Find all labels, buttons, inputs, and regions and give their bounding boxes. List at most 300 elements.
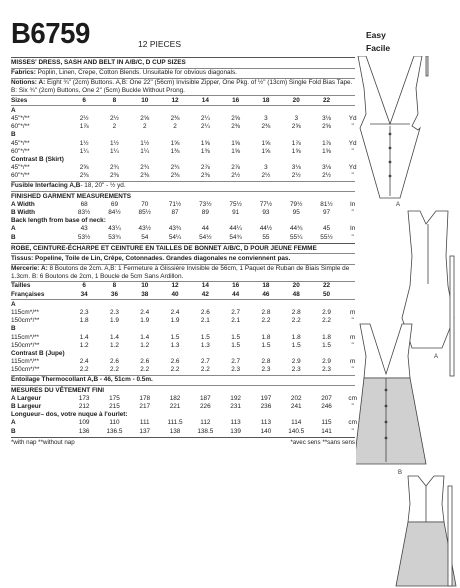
value-cell: 85½ — [138, 209, 151, 217]
value-cell: 1.2 — [110, 341, 119, 349]
english-back-length-title: Back length from base of neck: — [11, 217, 106, 225]
value-cell: 1.5 — [231, 341, 241, 349]
yardage-row — [11, 317, 355, 325]
value-cell: 2⅜ — [231, 123, 241, 131]
value-cell: 202 — [290, 394, 302, 402]
row-label: A Largeur — [11, 394, 41, 402]
value-cell: 55½ — [320, 233, 333, 241]
sketch-label-b-1: B — [398, 470, 403, 476]
value-cell: 1⅜ — [200, 147, 210, 155]
value-cell: 112 — [200, 419, 211, 427]
value-cell: 75½ — [229, 200, 242, 208]
size-cell: 50 — [322, 290, 331, 298]
value-cell: 236 — [260, 403, 272, 410]
value-cell: 212 — [78, 403, 90, 410]
value-cell: 2.6 — [110, 358, 119, 366]
french-notions: Mercerie: A: 8 Boutons de 2cm. A,B: 1 Fermeture à Glissière Invisible de 56cm, 1 Paquet de Ruban de Biais Simple de 1.3cm. B: 6 Boutons de 2cm, 1 Boucle de 5cm Sans Ardillon. — [11, 265, 350, 280]
yardage-row — [11, 366, 355, 374]
value-cell: 1¼ — [110, 147, 119, 155]
value-cell: 241 — [290, 403, 302, 410]
value-cell: 114 — [291, 419, 302, 427]
value-cell: 2.7 — [231, 308, 241, 316]
value-cell: 83½ — [77, 209, 91, 217]
value-cell: 2.2 — [291, 317, 301, 325]
value-cell: 2⅜ — [140, 172, 150, 180]
value-cell: 2.9 — [322, 358, 331, 366]
unit-cell: " — [351, 403, 354, 410]
value-cell: 2.3 — [261, 366, 271, 374]
value-cell: 1.4 — [79, 333, 89, 341]
value-cell: 2.8 — [261, 358, 271, 366]
size-cell: 8 — [112, 282, 117, 290]
unit-cell: cm — [348, 394, 357, 402]
value-cell: 2⅜ — [200, 172, 210, 180]
size-cell: 12 — [171, 282, 179, 290]
value-cell: 1.5 — [200, 333, 210, 341]
value-cell: 139 — [230, 427, 241, 435]
value-cell: 1.3 — [200, 341, 210, 349]
value-cell: 1.8 — [322, 333, 331, 341]
value-cell: 141 — [321, 427, 332, 435]
yardage-row — [11, 342, 355, 350]
value-cell: 71½ — [168, 200, 182, 208]
value-cell: 97 — [322, 209, 331, 217]
value-cell: 2⅜ — [261, 123, 271, 131]
footer-nap-en: *with nap **without nap — [11, 438, 75, 446]
yardage-row — [11, 334, 355, 342]
value-cell: 226 — [200, 403, 211, 410]
unit-cell: Yd — [348, 114, 357, 122]
value-cell: 91 — [232, 209, 240, 217]
value-cell: 1.4 — [110, 333, 119, 341]
value-cell: 2.2 — [200, 366, 210, 374]
yardage-row — [11, 225, 355, 233]
row-label: 115cm*/** — [11, 358, 39, 366]
row-label: 150cm*/** — [11, 366, 40, 374]
value-cell: 111.5 — [167, 419, 183, 427]
value-cell: 2½ — [261, 172, 271, 180]
value-cell: 2.4 — [140, 308, 150, 316]
value-cell: 1½ — [79, 139, 89, 147]
value-cell: 2.9 — [291, 358, 301, 366]
value-cell: 221 — [169, 403, 181, 410]
group-label: B — [11, 131, 16, 139]
value-cell: 2½ — [231, 172, 241, 180]
english-fabrics: Fabrics: Poplin, Linen, Crepe, Cotton Blends. Unsuitable for obvious diagonals. — [11, 69, 237, 77]
value-cell: 1.8 — [79, 317, 89, 325]
yardage-row — [11, 140, 355, 148]
size-cell: 38 — [141, 290, 149, 298]
value-cell: 113 — [260, 419, 272, 427]
yardage-row — [11, 234, 355, 242]
english-back-length — [11, 225, 355, 241]
value-cell: 2.1 — [231, 317, 241, 325]
value-cell: 182 — [169, 394, 181, 402]
yardage-row — [11, 419, 355, 427]
french-back-length — [11, 419, 355, 435]
value-cell: 2.3 — [79, 308, 89, 316]
french-sizes-row: Tailles 6 8 10 12 14 16 18 20 22 — [11, 282, 355, 290]
value-cell: 1⅝ — [200, 139, 210, 147]
value-cell: 2.6 — [140, 358, 150, 366]
size-cell: 14 — [201, 96, 209, 104]
value-cell: 197 — [260, 394, 272, 402]
value-cell: 1.2 — [79, 341, 89, 349]
row-label: B Largeur — [11, 403, 42, 410]
value-cell: 95 — [292, 209, 300, 217]
value-cell: 137 — [139, 427, 151, 435]
value-cell: 1⅝ — [261, 147, 271, 155]
value-cell: 2.4 — [170, 308, 180, 316]
size-cell: 18 — [262, 282, 270, 290]
value-cell: 44½ — [259, 225, 273, 233]
english-interfacing: Fusible Interfacing A,B - 18, 20" - ½ yd. — [11, 182, 126, 190]
row-label: 60"*/** — [11, 147, 30, 155]
row-label: 60"*/** — [11, 172, 30, 180]
value-cell: 70 — [141, 200, 149, 208]
value-cell: 44 — [201, 225, 209, 233]
yardage-row — [11, 123, 355, 131]
french-interfacing: Entoilage Thermocollant A,B - 46, 51cm - 0.5m. — [11, 376, 153, 384]
size-cell: 36 — [110, 290, 118, 298]
value-cell: 69 — [110, 200, 118, 208]
group-label: Contrast B (Skirt) — [11, 155, 64, 163]
value-cell: 2.6 — [170, 358, 180, 366]
french-finished-title: MESURES DU VÊTEMENT FINI — [11, 386, 105, 394]
value-cell: 2⅝ — [231, 114, 241, 122]
value-cell: 44¾ — [290, 225, 303, 233]
value-cell: 1⅝ — [231, 139, 241, 147]
value-cell: 1.8 — [291, 333, 301, 341]
yardage-row — [11, 209, 355, 217]
row-label: 45"*/** — [11, 139, 30, 147]
value-cell: 45 — [322, 225, 331, 233]
size-cell: 40 — [171, 290, 179, 298]
size-cell: 20 — [292, 282, 300, 290]
value-cell: 1¼ — [79, 147, 89, 155]
value-cell: 138 — [169, 427, 181, 435]
garment-sketches — [356, 56, 460, 588]
size-cell: 6 — [82, 282, 86, 290]
size-cell: 44 — [232, 290, 240, 298]
value-cell: 93 — [262, 209, 270, 217]
value-cell: 2½ — [291, 172, 301, 180]
value-cell: 2.4 — [79, 358, 89, 366]
size-cell: 22 — [322, 282, 331, 290]
value-cell: 2.2 — [140, 366, 150, 374]
value-cell: 43½ — [138, 225, 151, 233]
value-cell: 2 — [142, 123, 147, 131]
value-cell: 2½ — [110, 114, 119, 122]
value-cell: 2.3 — [322, 366, 331, 374]
value-cell: 173 — [78, 394, 90, 402]
size-cell: 14 — [201, 282, 209, 290]
pieces-count: 12 PIECES — [138, 39, 181, 49]
row-label: 115cm*/** — [11, 308, 39, 316]
value-cell: 1⅞ — [79, 123, 89, 131]
english-sizes-row: Sizes 6 8 10 12 14 16 18 20 22 — [11, 97, 355, 105]
value-cell: 3⅛ — [291, 164, 301, 172]
value-cell: 178 — [139, 394, 151, 402]
value-cell: 2⅝ — [291, 123, 301, 131]
size-cell: 34 — [80, 290, 88, 298]
size-cell: 6 — [82, 96, 86, 104]
value-cell: 109 — [78, 419, 90, 427]
value-cell: 84½ — [108, 209, 121, 217]
unit-cell: m — [350, 358, 356, 366]
value-cell: 1⅞ — [291, 139, 301, 147]
value-cell: 110 — [109, 419, 120, 427]
value-cell: 79½ — [290, 200, 303, 208]
value-cell: 138.5 — [197, 427, 214, 435]
view-b-back-sketch — [396, 476, 456, 586]
english-finished-title: FINISHED GARMENT MEASUREMENTS — [11, 192, 132, 200]
french-title: ROBE, CEINTURE-ÉCHARPE ET CEINTURE EN TAILLES DE BONNET A/B/C, D POUR JEUNE FEMME — [11, 244, 317, 252]
yardage-row — [11, 403, 355, 411]
row-label: B — [11, 427, 16, 435]
row-label: B Width — [11, 209, 36, 217]
english-notions: Notions: A: Eight ¾" (2cm) Buttons. A,B: One 22" (56cm) Invisible Zipper, One Pkg. of ½" (13cm) Single Fold Bias Tape. B: Six ¾" (2cm) Buttons, One 2" (5cm) Buckle Without Prong. — [11, 79, 353, 94]
value-cell: 2.7 — [231, 358, 241, 366]
value-cell: 3 — [264, 114, 268, 122]
footer-notes — [11, 439, 355, 447]
unit-cell: " — [351, 233, 354, 241]
value-cell: 136 — [78, 427, 90, 435]
value-cell: 140 — [260, 427, 272, 435]
yardage-row — [11, 309, 355, 317]
value-cell: 1½ — [140, 139, 150, 147]
value-cell: 2 — [112, 123, 117, 131]
row-label: 45"*/** — [11, 164, 30, 172]
value-cell: 1⅝ — [170, 139, 180, 147]
value-cell: 1½ — [110, 139, 119, 147]
unit-cell: " — [351, 172, 354, 180]
unit-cell: cm — [348, 419, 357, 427]
unit-cell: In — [350, 200, 356, 208]
row-label: 45"*/** — [11, 114, 30, 122]
value-cell: 89 — [201, 209, 209, 217]
value-cell: 43¾ — [168, 225, 182, 233]
value-cell: 1¼ — [140, 147, 150, 155]
french-yardage — [11, 301, 355, 375]
value-cell: 113 — [230, 419, 241, 427]
unit-cell: In — [350, 225, 356, 233]
value-cell: 81½ — [320, 200, 333, 208]
value-cell: 2½ — [79, 114, 89, 122]
value-cell: 3⅛ — [322, 114, 331, 122]
value-cell: 87 — [171, 209, 179, 217]
measurement-chart — [11, 56, 355, 447]
group-label: B — [11, 325, 16, 333]
value-cell: 187 — [200, 394, 211, 402]
value-cell: 1⅝ — [322, 147, 331, 155]
unit-cell: " — [351, 427, 354, 435]
value-cell: 54½ — [199, 233, 212, 241]
value-cell: 2⅝ — [140, 114, 150, 122]
value-cell: 68 — [80, 200, 88, 208]
size-cell: 46 — [262, 290, 270, 298]
size-cell: 8 — [112, 96, 117, 104]
value-cell: 2⅞ — [200, 164, 210, 172]
value-cell: 2.9 — [322, 308, 331, 316]
value-cell: 54¼ — [168, 233, 182, 241]
value-cell: 2⅜ — [170, 114, 180, 122]
unit-cell: " — [351, 366, 354, 374]
row-label: A — [11, 419, 16, 427]
row-label: A — [11, 225, 16, 233]
size-cell: 42 — [201, 290, 209, 298]
footer-nap-fr: *avec sens **sans sens — [290, 438, 355, 446]
value-cell: 54¾ — [229, 233, 242, 241]
unit-cell: " — [351, 123, 354, 131]
value-cell: 111 — [139, 419, 150, 427]
value-cell: 140.5 — [288, 427, 305, 435]
row-label: B — [11, 233, 16, 241]
value-cell: 2.3 — [110, 308, 119, 316]
value-cell: 136.5 — [106, 427, 123, 435]
value-cell: 1⅞ — [322, 139, 331, 147]
sketch-label-a-2: A — [434, 354, 439, 360]
french-sizes-row-2: Françaises 34 36 38 40 42 44 46 48 50 — [11, 291, 355, 299]
pattern-number: B6759 — [11, 18, 90, 50]
value-cell: 55¼ — [290, 233, 303, 241]
value-cell: 77½ — [259, 200, 273, 208]
value-cell: 2¾ — [140, 164, 150, 172]
group-label: A — [11, 300, 16, 308]
size-cell: 22 — [322, 96, 331, 104]
english-yardage — [11, 107, 355, 181]
difficulty-fr: Facile — [366, 43, 391, 53]
value-cell: 1⅝ — [231, 147, 241, 155]
value-cell: 1.9 — [170, 317, 180, 325]
yardage-row — [11, 201, 355, 209]
value-cell: 1.5 — [231, 333, 241, 341]
value-cell: 55 — [262, 233, 270, 241]
group-label: Contrast B (Jupe) — [11, 349, 65, 357]
value-cell: 3 — [264, 164, 268, 172]
size-cell: 20 — [292, 96, 300, 104]
yardage-row — [11, 358, 355, 366]
value-cell: 246 — [321, 403, 332, 410]
unit-cell: " — [351, 317, 354, 325]
group-label: A — [11, 106, 16, 114]
value-cell: 115 — [321, 419, 332, 427]
value-cell: 1.3 — [170, 341, 180, 349]
unit-cell: m — [350, 308, 356, 316]
english-title: MISSES' DRESS, SASH AND BELT IN A/B/C, D CUP SIZES — [11, 59, 186, 66]
value-cell: 1.8 — [261, 333, 271, 341]
value-cell: 53½ — [77, 233, 91, 241]
value-cell: 73½ — [199, 200, 212, 208]
value-cell: 2⅜ — [110, 172, 119, 180]
value-cell: 1.2 — [140, 341, 150, 349]
value-cell: 2⅞ — [231, 164, 241, 172]
english-finished-measurements — [11, 201, 355, 217]
value-cell: 43 — [80, 225, 88, 233]
difficulty-en: Easy — [366, 30, 386, 40]
value-cell: 2 — [173, 123, 177, 131]
yardage-row — [11, 164, 355, 172]
value-cell: 1.4 — [140, 333, 150, 341]
value-cell: 2.2 — [322, 317, 331, 325]
value-cell: 2¾ — [170, 164, 180, 172]
value-cell: 175 — [109, 394, 120, 402]
yardage-row — [11, 172, 355, 180]
yardage-row — [11, 115, 355, 123]
value-cell: 2.2 — [170, 366, 180, 374]
value-cell: 2.8 — [261, 308, 271, 316]
yardage-row — [11, 428, 355, 436]
view-a-back-sketch — [402, 211, 454, 376]
view-a-front-sketch — [358, 56, 428, 198]
value-cell: 1.9 — [140, 317, 150, 325]
size-cell: 16 — [232, 282, 240, 290]
value-cell: 2¼ — [200, 114, 210, 122]
value-cell: 44¼ — [229, 225, 242, 233]
french-back-length-title: Longueur– dos, votre nuque à l'ourlet: — [11, 411, 128, 419]
sketch-label-a-1: A — [396, 202, 401, 208]
value-cell: 53¾ — [108, 233, 121, 241]
size-cell: 18 — [262, 96, 270, 104]
value-cell: 2.6 — [200, 308, 210, 316]
row-label: 60"*/** — [11, 123, 30, 131]
value-cell: 2⅝ — [322, 123, 331, 131]
row-label: A Width — [11, 200, 35, 208]
yardage-row — [11, 148, 355, 156]
value-cell: 2.1 — [200, 317, 210, 325]
value-cell: 215 — [109, 403, 120, 410]
value-cell: 3 — [294, 114, 298, 122]
value-cell: 2¾ — [110, 164, 119, 172]
value-cell: 1.5 — [322, 341, 331, 349]
value-cell: 1.9 — [110, 317, 119, 325]
value-cell: 192 — [230, 394, 241, 402]
value-cell: 2⅜ — [79, 172, 89, 180]
unit-cell: " — [351, 341, 354, 349]
unit-cell: m — [350, 333, 356, 341]
value-cell: 1.5 — [170, 333, 180, 341]
value-cell: 1⅜ — [170, 147, 180, 155]
value-cell: 2.2 — [79, 366, 89, 374]
row-label: 150cm*/** — [11, 341, 40, 349]
value-cell: 2.7 — [200, 358, 210, 366]
value-cell: 2.2 — [110, 366, 119, 374]
value-cell: 54 — [141, 233, 149, 241]
size-cell: 48 — [292, 290, 300, 298]
value-cell: 1.5 — [291, 341, 301, 349]
size-cell: 10 — [141, 282, 149, 290]
size-cell: 12 — [171, 96, 179, 104]
french-finished-measurements — [11, 395, 355, 411]
value-cell: 1⅝ — [261, 139, 271, 147]
value-cell: 2¼ — [200, 123, 210, 131]
value-cell: 2⅜ — [170, 172, 180, 180]
value-cell: 2.8 — [291, 308, 301, 316]
unit-cell: Yd — [348, 164, 357, 172]
value-cell: 1.5 — [261, 341, 271, 349]
value-cell: 217 — [139, 403, 151, 410]
size-cell: 16 — [232, 96, 240, 104]
unit-cell: " — [351, 209, 354, 217]
unit-cell: Yd — [348, 139, 357, 147]
row-label: 115cm*/** — [11, 333, 39, 341]
yardage-row — [11, 395, 355, 403]
unit-cell: " — [351, 147, 354, 155]
value-cell: 2½ — [322, 172, 331, 180]
value-cell: 2.3 — [291, 366, 301, 374]
value-cell: 2⅝ — [79, 164, 89, 172]
value-cell: 1⅝ — [291, 147, 301, 155]
